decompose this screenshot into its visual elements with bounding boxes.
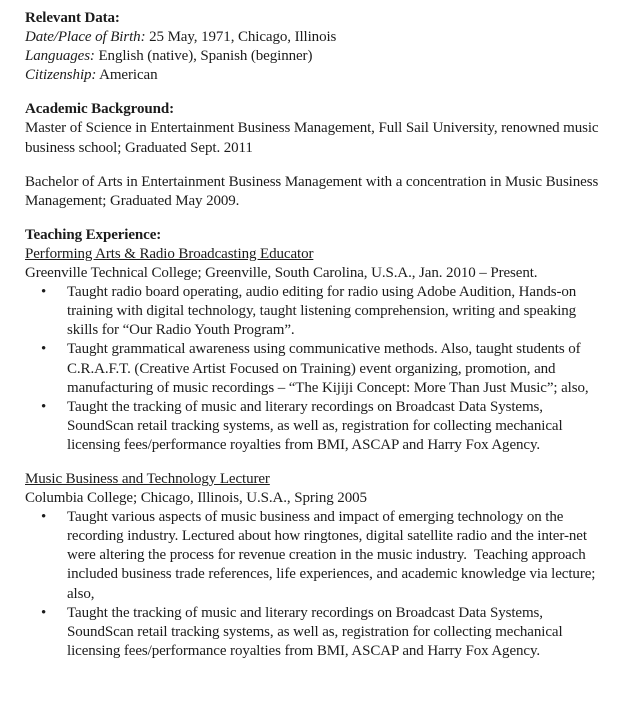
- bullet-text: Taught grammatical awareness using communicative methods. Also, taught students of C.R.A.F.T. (Creative Artist Focused on Training) event organizing, promotion, and manufacturing of music recordings – “The Kijiji Concept: More Than Just Music”; also,: [67, 341, 589, 396]
- bullet-text: Taught radio board operating, audio editing for radio using Adobe Audition, Hands-on training with digital technology, taught listening comprehension, writing and speaking skills for “Our Radio Youth Program”.: [67, 284, 580, 339]
- bullet-item: [41, 508, 599, 603]
- section-heading-relevant-data: Relevant Data:: [25, 10, 120, 26]
- section-academic-background: [25, 100, 599, 210]
- bullet-marker: •: [41, 604, 47, 621]
- field-label-languages: Languages:: [25, 48, 95, 65]
- field-value-citizenship: American: [96, 67, 158, 84]
- bullet-item: [41, 604, 599, 661]
- degree-masters: Master of Science in Entertainment Business Management, Full Sail University, renowned music business school; Graduated Sept. 2011: [25, 120, 599, 156]
- bullet-text: Taught the tracking of music and literary recordings on Broadcast Data Systems, SoundScan retail tracking systems, as well as, registration for collecting mechanical licensing fees/performance royalties from BMI, ASCAP and Harry Fox Agency.: [67, 604, 567, 659]
- field-row-citizenship: [25, 66, 599, 85]
- bullet-text: Taught the tracking of music and literary recordings on Broadcast Data Systems, SoundScan retail tracking systems, as well as, registration for collecting mechanical licensing fees/performance royalties from BMI, ASCAP and Harry Fox Agency.: [67, 398, 567, 453]
- job-entry-greenville: [25, 245, 599, 455]
- field-label-birth: Date/Place of Birth:: [25, 29, 146, 46]
- bullet-marker: •: [41, 398, 47, 415]
- section-heading-academic-background: Academic Background:: [25, 101, 174, 118]
- section-relevant-data: [25, 9, 599, 85]
- bullet-item: [41, 398, 599, 455]
- job-org-columbia: Columbia College; Chicago, Illinois, U.S.A., Spring 2005: [25, 490, 367, 507]
- bullet-item: [41, 340, 599, 397]
- job-org-greenville: Greenville Technical College; Greenville, South Carolina, U.S.A., Jan. 2010 – Present.: [25, 265, 538, 282]
- bullet-text: Taught various aspects of music business and impact of emerging technology on the recording industry. Lectured about how ringtones, digital satellite radio and the inter-net were altering the process for revenue creation in the music industry. Teaching approach included business trade references, life experiences, and academic knowledge via lecture; also,: [67, 509, 600, 602]
- job-entry-columbia: [25, 470, 599, 661]
- degree-bachelors: Bachelor of Arts in Entertainment Business Management with a concentration in Music Business Management; Graduated May 2009.: [25, 173, 599, 209]
- bullet-marker: •: [41, 341, 47, 358]
- bullet-marker: •: [41, 284, 47, 301]
- bullet-item: [41, 283, 599, 340]
- bullet-marker: •: [41, 509, 47, 526]
- field-value-languages: English (native), Spanish (beginner): [94, 48, 313, 65]
- field-value-birth: 25 May, 1971, Chicago, Illinois: [145, 29, 337, 46]
- section-heading-teaching-experience: Teaching Experience:: [25, 226, 162, 243]
- job-title-columbia: Music Business and Technology Lecturer: [25, 470, 270, 487]
- field-label-citizenship: Citizenship:: [25, 67, 97, 84]
- field-row-languages: [25, 47, 599, 66]
- section-teaching-experience: [25, 226, 599, 661]
- field-row-birth: [25, 28, 599, 47]
- job-title-greenville: Performing Arts & Radio Broadcasting Educator: [25, 245, 314, 262]
